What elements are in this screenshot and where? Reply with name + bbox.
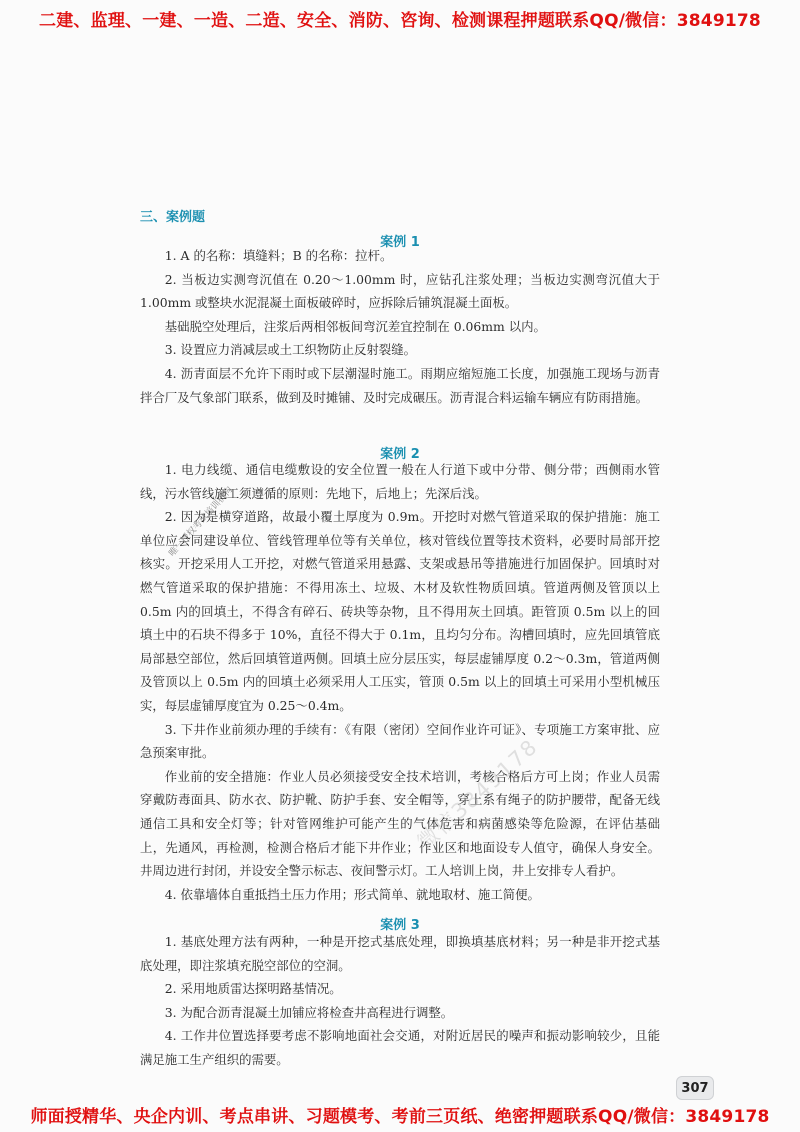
case-1-paragraph: 基础脱空处理后，注浆后两相邻板间弯沉差宜控制在 0.06mm 以内。 [164, 318, 546, 334]
case-2-paragraph: 1. 电力线缆、通信电缆敷设的安全位置一般在人行道下或中分带、侧分带；西侧雨水管线，污水管线施工须遵循的原则：先地下，后地上；先深后浅。 [140, 462, 660, 501]
case-1-paragraph: 2. 当板边实测弯沉值在 0.20～1.00mm 时，应钻孔注浆处理；当板边实测弯沉值大于 1.00mm 或整块水泥混凝土面板破碎时，应拆除后铺筑混凝土面板。 [140, 271, 660, 311]
case-1-body [140, 244, 660, 409]
case-2-paragraph: 2. 因为是横穿道路，故最小覆土厚度为 0.9m。开挖时对燃气管道采取的保护措施：施工单位应会同建设单位、管线管理单位等有关单位，核对管线位置等技术资料，必要时局部开挖核实。开挖采用人工开挖，对燃气管道采用悬露、支架或悬吊等措施进行加固保护。回填时对燃气管道采取的保护措施：不得用冻土、垃圾、木材及软性物质回填。管道两侧及管顶以上 0.5m 内的回填土，不得含有碎石、砖块等杂物，且不得用灰土回填。距管顶 0.5m 以上的回填土中的石块不得多于 10%，直径不得大于 0.1m，且均匀分布。沟槽回填时，应先回填管底局部悬空部位，然后回填管道两侧。回填土应分层压实，每层虚铺厚度 0.2～0.3m，管道两侧及管顶以上 0.5m 内的回填土必须采用人工压实，管顶 0.5m 以上的回填土可采用小型机械压实，每层虚铺厚度宜为 0.25～0.4m。 [140, 509, 660, 713]
case-3-paragraph: 1. 基底处理方法有两种，一种是开挖式基底处理，即换填基底材料；另一种是非开挖式基底处理，即注浆填充脱空部位的空洞。 [140, 934, 660, 973]
diagonal-watermark-large: 微信3849178 [412, 734, 543, 855]
page-number: 307 [676, 1076, 714, 1100]
case-3-paragraph: 4. 工作井位置选择要考虑不影响地面社会交通，对附近居民的噪声和振动影响较少，且能满足施工生产组织的需要。 [140, 1028, 660, 1067]
case-1-paragraph: 4. 沥青面层不允许下雨时或下层潮湿时施工。雨期应缩短施工长度，加强施工现场与沥青拌合厂及气象部门联系，做到及时摊铺、及时完成碾压。沥青混合料运输车辆应有防雨措施。 [140, 365, 660, 405]
case-2-title: 案例 2 [380, 447, 420, 462]
case-3-title: 案例 3 [380, 918, 420, 933]
case-3-body [140, 930, 660, 1072]
diagonal-watermark-small: 唯一授权考试培训机构 [167, 485, 236, 559]
case-3-paragraph: 2. 采用地质雷达探明路基情况。 [164, 981, 342, 997]
case-2-paragraph: 4. 依靠墙体自重抵挡土压力作用；形式简单、就地取材、施工简便。 [164, 886, 540, 902]
case-1-paragraph: 1. A 的名称：填缝料；B 的名称：拉杆。 [164, 248, 393, 263]
case-2-paragraph: 3. 下井作业前须办理的手续有：《有限（密闭）空间作业许可证》、专项施工方案审批、应急预案审批。 [140, 721, 660, 761]
case-1-paragraph: 3. 设置应力消减层或土工织物防止反射裂缝。 [164, 342, 416, 358]
section-title: 三、案例题 [140, 210, 206, 225]
case-3-paragraph: 3. 为配合沥青混凝土加铺应将检查井高程进行调整。 [164, 1004, 454, 1020]
case-2-paragraph: 作业前的安全措施：作业人员必须接受安全技术培训，考核合格后方可上岗；作业人员需穿戴防毒面具、防水衣、防护靴、防护手套、安全帽等，穿上系有绳子的防护腰带，配备无线通信工具和安全灯等；针对管网维护可能产生的气体危害和病菌感染等危险源，在评估基础上，先通风，再检测，检测合格后才能下井作业；作业区和地面设专人值守，确保人身安全。井周边进行封闭，并设安全警示标志、夜间警示灯。工人培训上岗，井上安排专人看护。 [140, 768, 660, 879]
top-promo-banner: 二建、监理、一建、一造、二造、安全、消防、咨询、检测课程押题联系QQ/微信：3849178 [39, 11, 761, 31]
bottom-promo-banner: 师面授精华、央企内训、考点串讲、习题模考、考前三页纸、绝密押题联系QQ/微信：3849178 [30, 1107, 770, 1127]
case-1-title: 案例 1 [380, 235, 420, 250]
case-2-body [140, 458, 660, 906]
